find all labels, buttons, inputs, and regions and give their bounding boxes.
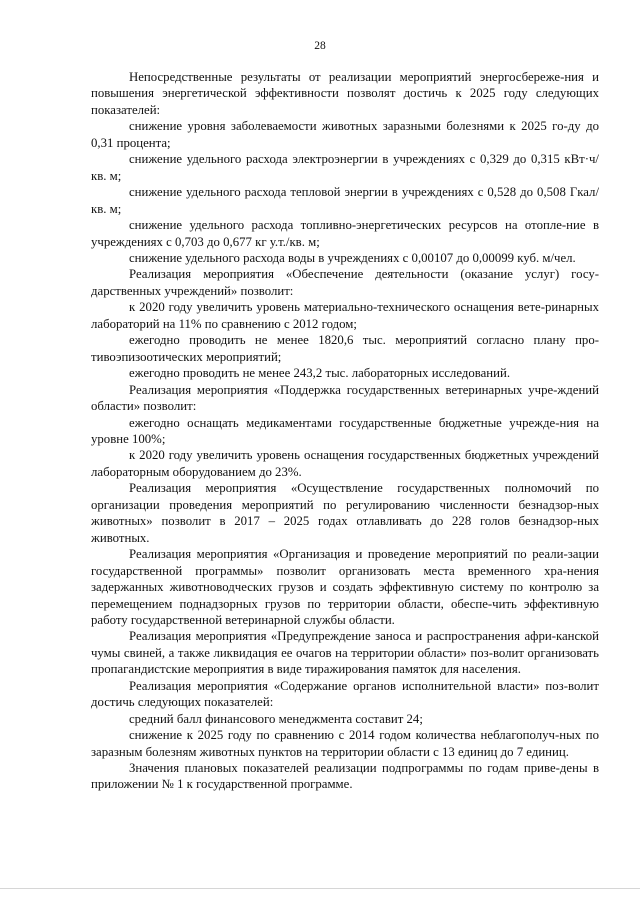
paragraph: Значения плановых показателей реализации подпрограммы по годам приве-дены в приложении № 1 к государственной программе. [91, 761, 599, 792]
paragraph: снижение к 2025 году по сравнению с 2014 годом количества неблагополуч-ных по заразным болезням животных пунктов на территории области с 13 единиц до 7 единиц. [91, 728, 599, 759]
paragraph: Реализация мероприятия «Поддержка государственных ветеринарных учре-ждений области» позволит: [91, 382, 599, 414]
paragraph: Непосредственные результаты от реализации мероприятий энергосбереже-ния и повышения энергетической эффективности позволят достичь к 2025 году следующих показателей: [91, 70, 599, 117]
paragraph: снижение удельного расхода воды в учреждениях с 0,00107 до 0,00099 куб. м/чел. [129, 250, 576, 265]
paragraph: Реализация мероприятия «Осуществление государственных полномочий по организации проведения мероприятий по регулированию численности безнадзор-ных животных» позволит в 2017 – 2025 годах отлавливать до 228 голов безнадзор-ных животных. [91, 481, 599, 545]
paragraph: к 2020 году увеличить уровень материально-технического оснащения вете-ринарных лабораторий на 11% по сравнению с 2012 годом; [91, 300, 599, 331]
paragraph: ежегодно проводить не менее 1820,6 тыс. мероприятий согласно плану про-тивоэпизоотических мероприятий; [91, 333, 599, 364]
paragraph: ежегодно оснащать медикаментами государственные бюджетные учрежде-ния на уровне 100%; [91, 415, 599, 446]
page-bottom-edge [0, 888, 640, 889]
paragraph: Реализация мероприятия «Организация и проведение мероприятий по реали-зации государственной программы» позволит организовать места временного хра-нения задержанных животноводческих грузов и создать эффективную систему по контролю за перемещением поднадзорных грузов по территории области, обеспе-чить эффективную работу государственной ветеринарной службы области. [91, 547, 599, 627]
paragraph: Реализация мероприятия «Обеспечение деятельности (оказание услуг) госу-дарственных учреждений» позволит: [91, 267, 599, 298]
paragraph: снижение удельного расхода электроэнергии в учреждениях с 0,329 до 0,315 кВт·ч/кв. м; [91, 152, 599, 183]
paragraph: к 2020 году увеличить уровень оснащения государственных бюджетных учреждений лабораторным оборудованием до 23%. [91, 448, 599, 479]
paragraph: снижение уровня заболеваемости животных заразными болезнями к 2025 го-ду до 0,31 процента; [91, 119, 599, 150]
paragraph: Реализация мероприятия «Предупреждение заноса и распространения афри-канской чумы свиней, а также ликвидация ее очагов на территории области» поз-волит организовать пропагандистские мероприятия в виде тиражирования памяток для населения. [91, 629, 599, 677]
paragraph: снижение удельного расхода топливно-энергетических ресурсов на отопле-ние в учреждениях с 0,703 до 0,677 кг у.т./кв. м; [91, 218, 599, 249]
paragraph: ежегодно проводить не менее 243,2 тыс. лабораторных исследований. [129, 366, 511, 381]
document-body [91, 69, 599, 793]
paragraph: средний балл финансового менеджмента составит 24; [129, 711, 423, 726]
paragraph: снижение удельного расхода тепловой энергии в учреждениях с 0,528 до 0,508 Гкал/кв. м; [91, 185, 599, 216]
page-number: 28 [314, 40, 326, 52]
paragraph: Реализация мероприятия «Содержание органов исполнительной власти» поз-волит достичь следующих показателей: [91, 678, 599, 710]
